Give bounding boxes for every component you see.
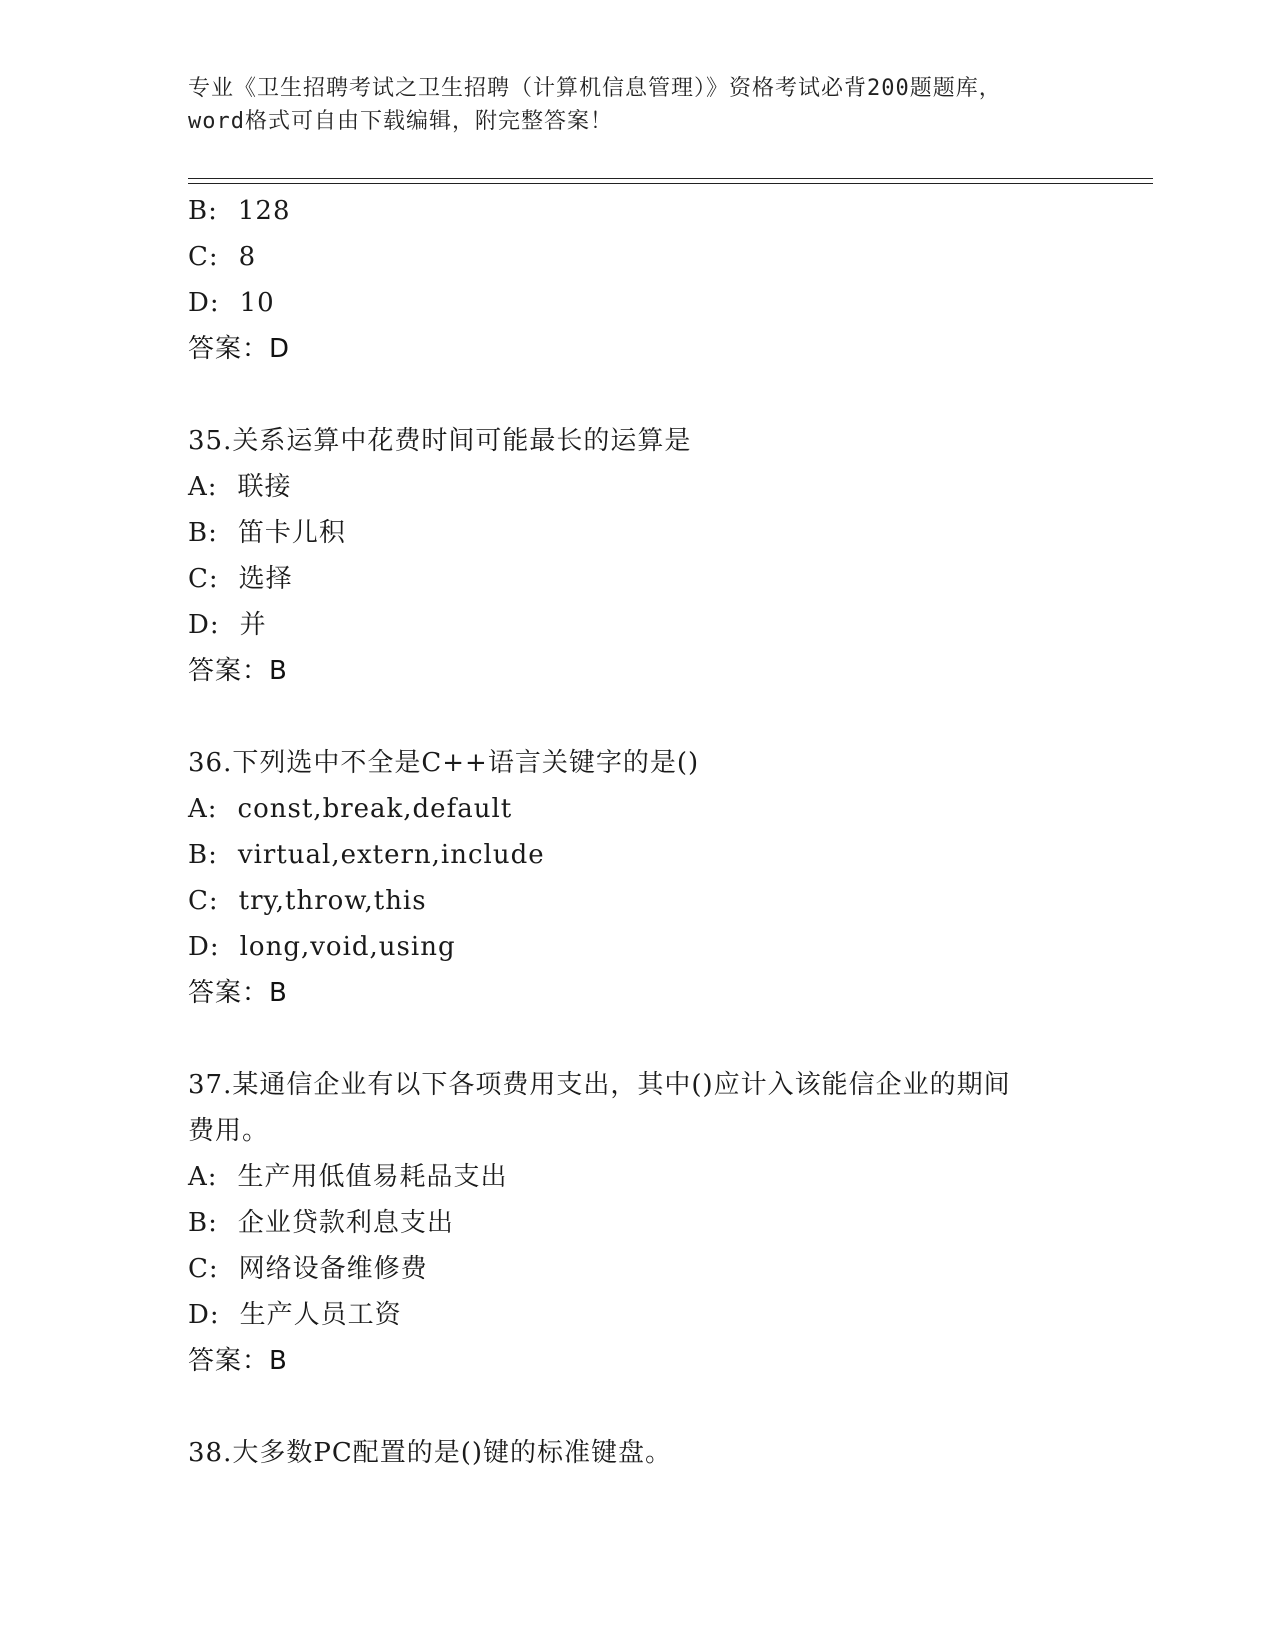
option-d: [188, 602, 1118, 648]
option-label: C:: [188, 886, 219, 916]
option-text: 128: [237, 196, 291, 226]
question-list: [188, 188, 1118, 1476]
option-d: [188, 1292, 1118, 1338]
option-label: A:: [188, 1162, 218, 1192]
header-divider-top: [188, 178, 1153, 179]
answer-line: 答案：B: [188, 1346, 288, 1376]
question-carryover: [188, 188, 1118, 372]
question-stem-line-1: 37.某通信企业有以下各项费用支出，其中()应计入该能信企业的期间: [188, 1070, 1011, 1100]
option-b: [188, 1200, 1118, 1246]
answer-line: 答案：B: [188, 978, 288, 1008]
header-divider-bottom: [188, 183, 1153, 184]
header-title-line-2: word格式可自由下载编辑，附完整答案！: [188, 109, 613, 134]
option-text: virtual,extern,include: [237, 840, 545, 870]
option-label: D:: [188, 288, 220, 318]
option-a: [188, 786, 1118, 832]
question-35: [188, 418, 1118, 694]
option-text: 生产人员工资: [239, 1300, 402, 1330]
question-38: [188, 1430, 1118, 1476]
option-c: [188, 1246, 1118, 1292]
option-b: [188, 510, 1118, 556]
option-label: A:: [188, 472, 218, 502]
option-label: C:: [188, 242, 219, 272]
option-label: A:: [188, 794, 218, 824]
option-text: 8: [238, 242, 257, 272]
option-label: C:: [188, 1254, 219, 1284]
option-label: B:: [188, 840, 218, 870]
option-label: D:: [188, 932, 220, 962]
option-label: C:: [188, 564, 219, 594]
option-text: const,break,default: [237, 794, 513, 824]
header-title-line-1: 专业《卫生招聘考试之卫生招聘（计算机信息管理）》资格考试必背200题题库，: [188, 76, 1002, 101]
option-text: 企业贷款利息支出: [237, 1208, 454, 1238]
option-b: [188, 188, 1118, 234]
option-text: 生产用低值易耗品支出: [237, 1162, 508, 1192]
answer-line: 答案：D: [188, 334, 291, 364]
option-d: [188, 924, 1118, 970]
question-stem: 36.下列选中不全是C++语言关键字的是(): [188, 748, 700, 778]
answer-line: 答案：B: [188, 656, 288, 686]
option-text: 选择: [238, 564, 293, 594]
option-text: 联接: [237, 472, 292, 502]
option-d: [188, 280, 1118, 326]
document-header: [188, 72, 1088, 138]
question-36: [188, 740, 1118, 1016]
question-37: [188, 1062, 1118, 1384]
option-text: 网络设备维修费: [238, 1254, 428, 1284]
option-text: 并: [239, 610, 267, 640]
option-text: long,void,using: [239, 932, 456, 962]
question-stem-line-2: 费用。: [188, 1116, 270, 1146]
option-a: [188, 464, 1118, 510]
option-text: try,throw,this: [238, 886, 427, 916]
question-stem: 35.关系运算中花费时间可能最长的运算是: [188, 426, 692, 456]
option-label: D:: [188, 1300, 220, 1330]
option-text: 笛卡儿积: [237, 518, 346, 548]
option-text: 10: [239, 288, 275, 318]
question-stem: 38.大多数PC配置的是()键的标准键盘。: [188, 1438, 673, 1468]
option-label: B:: [188, 518, 218, 548]
option-c: [188, 556, 1118, 602]
option-label: B:: [188, 1208, 218, 1238]
option-label: B:: [188, 196, 218, 226]
option-c: [188, 878, 1118, 924]
option-c: [188, 234, 1118, 280]
option-a: [188, 1154, 1118, 1200]
option-b: [188, 832, 1118, 878]
option-label: D:: [188, 610, 220, 640]
